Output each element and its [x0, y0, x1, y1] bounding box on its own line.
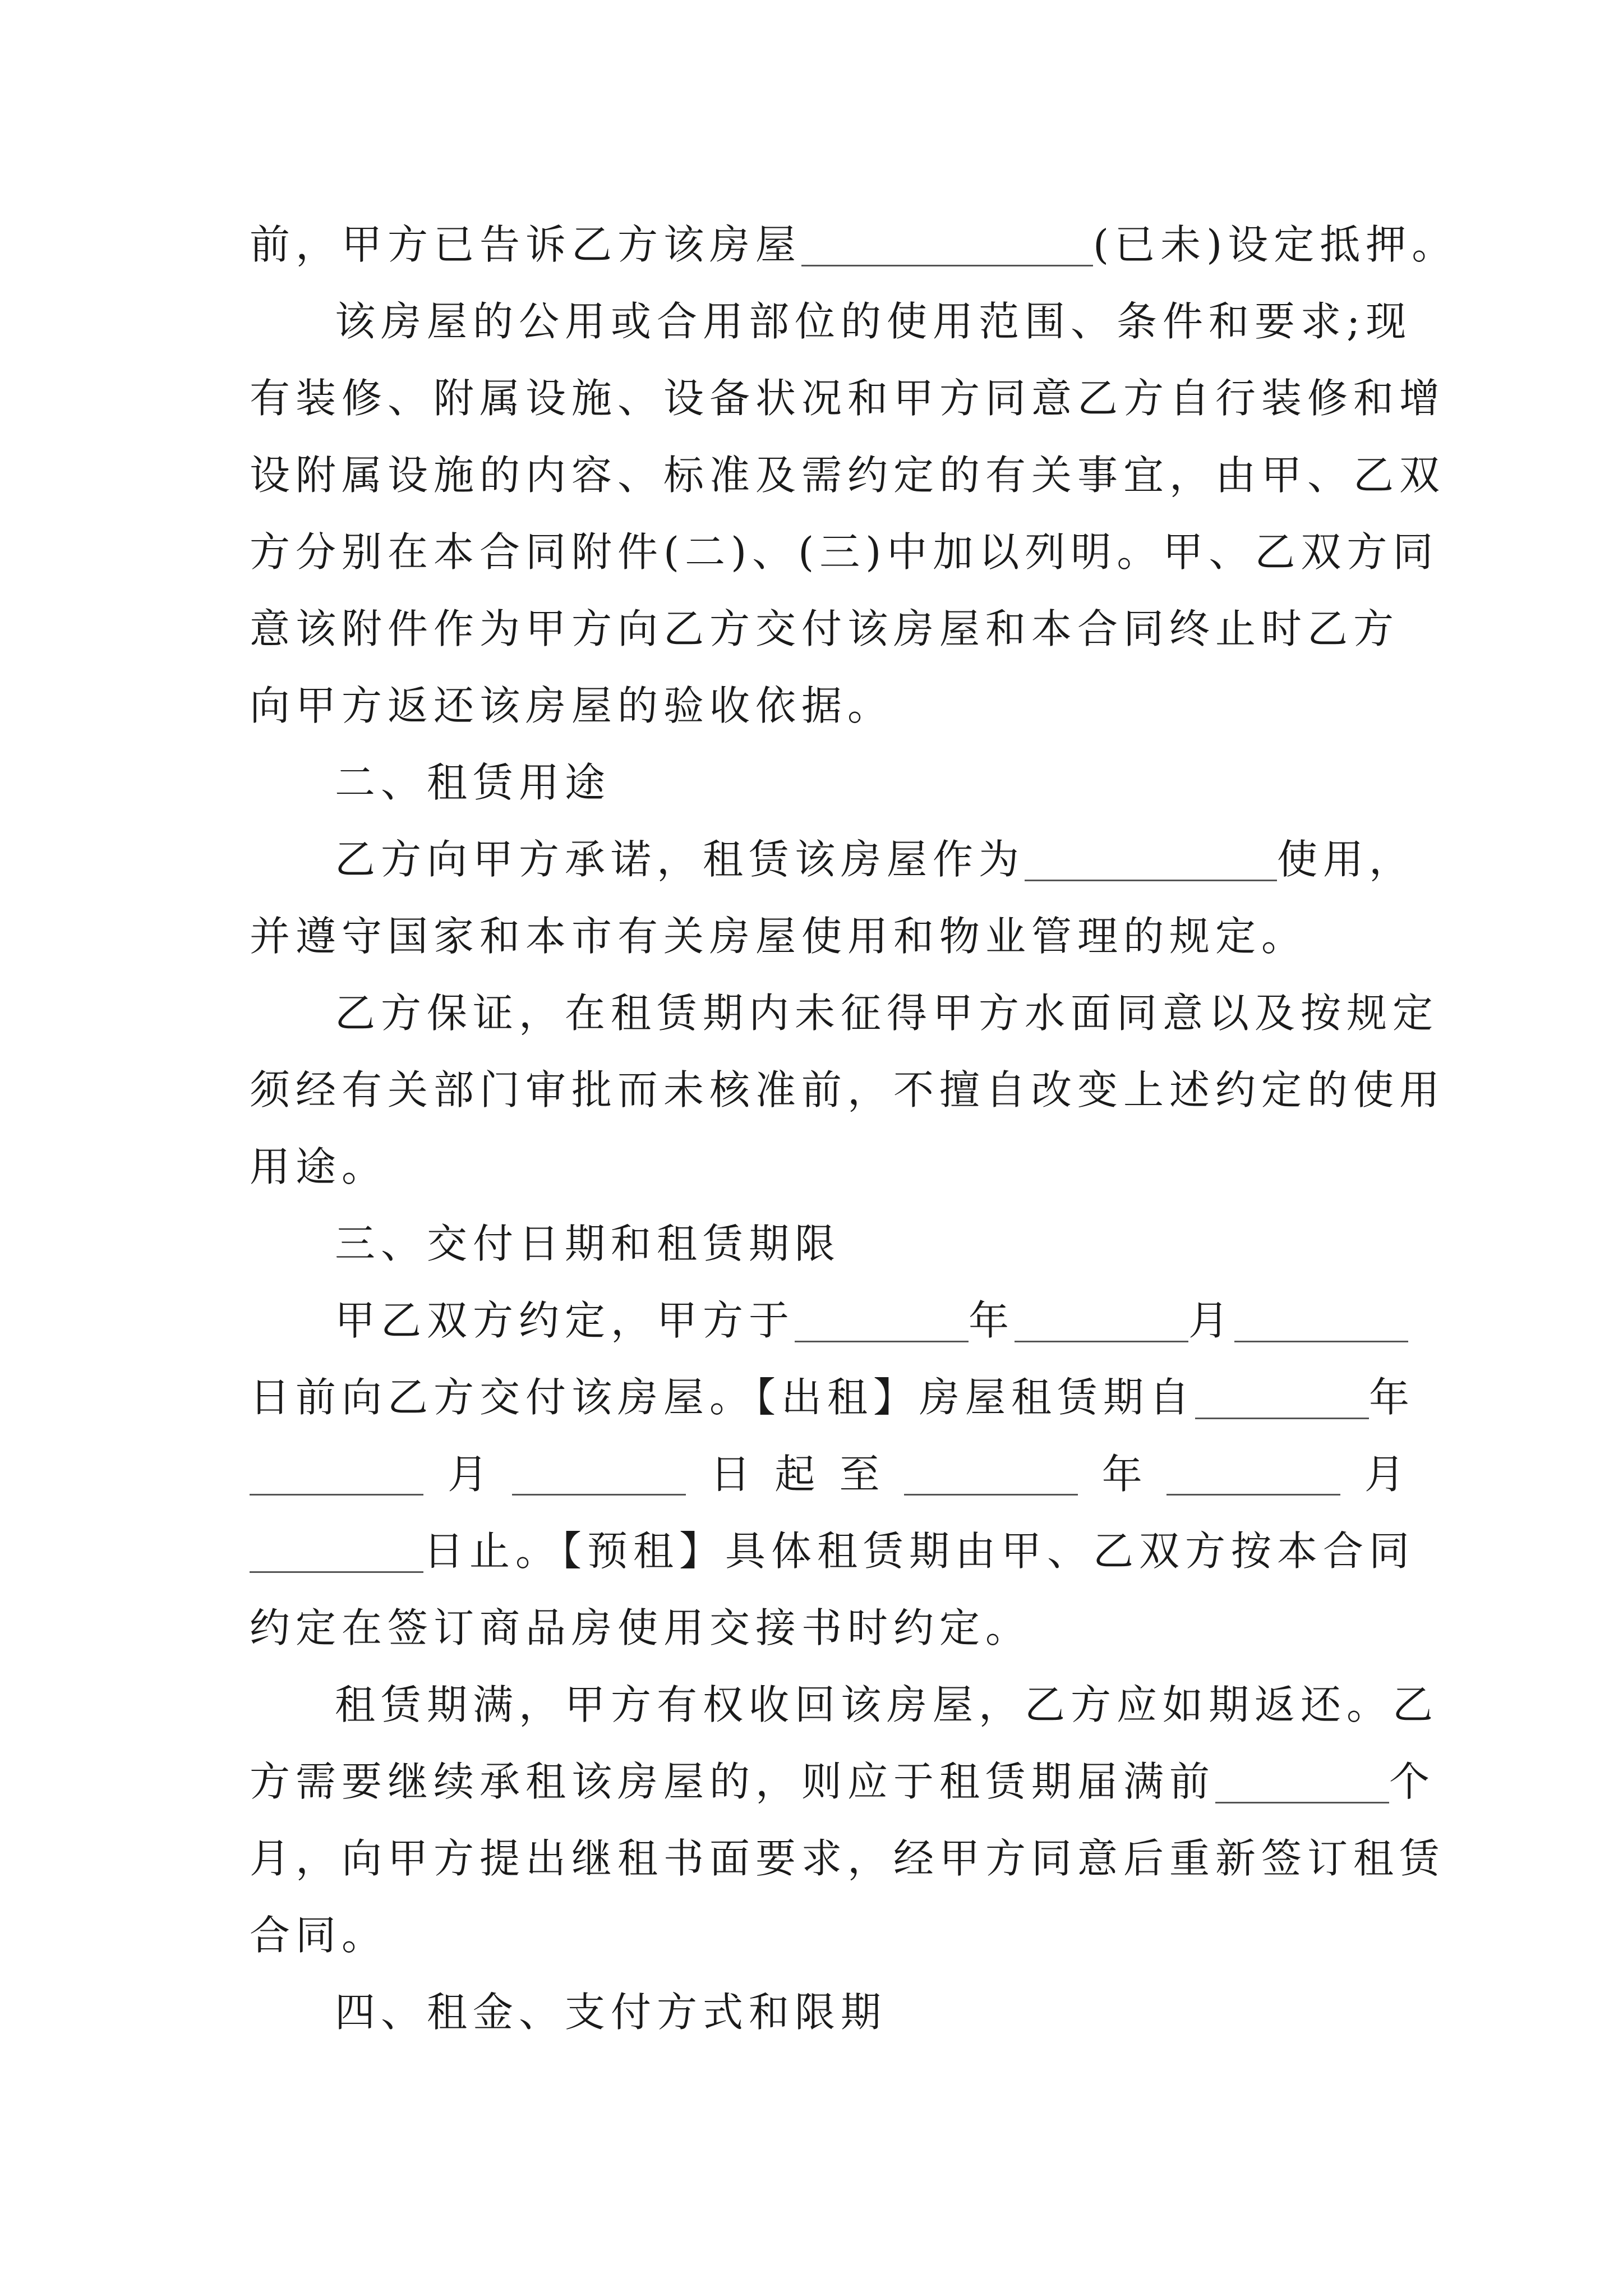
- text-segment: 个: [1389, 1758, 1436, 1805]
- text-segment: 至: [839, 1451, 880, 1498]
- paragraph-line: 设附属设施的内容、标准及需约定的有关事宜，由甲、乙双: [250, 452, 1446, 499]
- fill-blank[interactable]: [795, 1300, 969, 1342]
- fill-blank[interactable]: [904, 1453, 1078, 1496]
- paragraph-line: 约定在签订商品房使用交接书时约定。: [250, 1604, 1032, 1651]
- paragraph-line: 方分别在本合同附件(二)、(三)中加以列明。甲、乙双方同: [250, 528, 1439, 576]
- paragraph-line: 向甲方返还该房屋的验收依据。: [250, 682, 894, 729]
- paragraph-line: 并遵守国家和本市有关房屋使用和物业管理的规定。: [250, 913, 1308, 960]
- fill-blank[interactable]: [1015, 1300, 1188, 1342]
- paragraph-line: 须经有关部门审批而未核准前，不擅自改变上述约定的使用: [250, 1066, 1446, 1114]
- text-segment: 年: [969, 1297, 1015, 1344]
- text-segment: 日: [710, 1451, 751, 1498]
- text-segment: 前，甲方已告诉乙方该房屋: [250, 221, 802, 268]
- text-segment: 月: [1188, 1297, 1235, 1344]
- text-segment: 月: [1364, 1451, 1405, 1498]
- section-heading-rent: 四、租金、支付方式和限期: [335, 1989, 887, 2036]
- text-segment: 年: [1101, 1451, 1142, 1498]
- paragraph-line: 意该附件作为甲方向乙方交付该房屋和本合同终止时乙方: [250, 605, 1400, 652]
- paragraph-line: 租赁期满，甲方有权收回该房屋，乙方应如期返还。乙: [335, 1681, 1439, 1728]
- text-line: [250, 1282, 1405, 1359]
- text-segment: 甲乙双方约定，甲方于: [335, 1297, 795, 1344]
- fill-blank[interactable]: [1166, 1453, 1340, 1496]
- text-segment: 日前向乙方交付该房屋。【出租】房屋租赁期自: [250, 1374, 1196, 1421]
- text-segment: 起: [774, 1451, 815, 1498]
- text-segment: (已未)设定抵押。: [1093, 221, 1458, 268]
- text-segment: 乙方向甲方承诺，租赁该房屋作为: [335, 836, 1025, 883]
- fill-blank[interactable]: [1195, 1377, 1369, 1419]
- fill-blank[interactable]: [801, 224, 1093, 266]
- text-line: [250, 1513, 1415, 1590]
- text-segment: 年: [1369, 1374, 1415, 1421]
- fill-blank[interactable]: [512, 1453, 686, 1496]
- text-segment: 月: [448, 1451, 488, 1498]
- text-segment: 使用，: [1277, 836, 1415, 883]
- text-line: [250, 821, 1415, 898]
- paragraph-line: 该房屋的公用或合用部位的使用范围、条件和要求;现: [335, 298, 1412, 345]
- text-line: [250, 1436, 1405, 1513]
- paragraph-line: 合同。: [250, 1912, 388, 1959]
- text-segment: 日止。【预租】具体租赁期由甲、乙双方按本合同: [423, 1527, 1415, 1575]
- contract-body: [250, 206, 1458, 2051]
- paragraph-line: 用途。: [250, 1143, 388, 1190]
- fill-blank[interactable]: [250, 1531, 423, 1573]
- section-heading-term: 三、交付日期和租赁期限: [335, 1220, 841, 1267]
- paragraph-line: 有装修、附属设施、设备状况和甲方同意乙方自行装修和增: [250, 375, 1446, 422]
- fill-blank[interactable]: [1234, 1300, 1408, 1342]
- paragraph-line: 乙方保证，在租赁期内未征得甲方水面同意以及按规定: [335, 990, 1439, 1037]
- fill-blank[interactable]: [1215, 1761, 1389, 1803]
- section-heading-usage: 二、租赁用途: [335, 759, 611, 806]
- paragraph-line: 月，向甲方提出继租书面要求，经甲方同意后重新签订租赁: [250, 1835, 1446, 1882]
- text-segment: 方需要继续承租该房屋的，则应于租赁期届满前: [250, 1758, 1216, 1805]
- text-line: [250, 206, 1458, 283]
- text-line: [250, 1743, 1436, 1820]
- fill-blank[interactable]: [1025, 839, 1277, 881]
- text-line: [250, 1359, 1415, 1436]
- fill-blank[interactable]: [250, 1453, 423, 1496]
